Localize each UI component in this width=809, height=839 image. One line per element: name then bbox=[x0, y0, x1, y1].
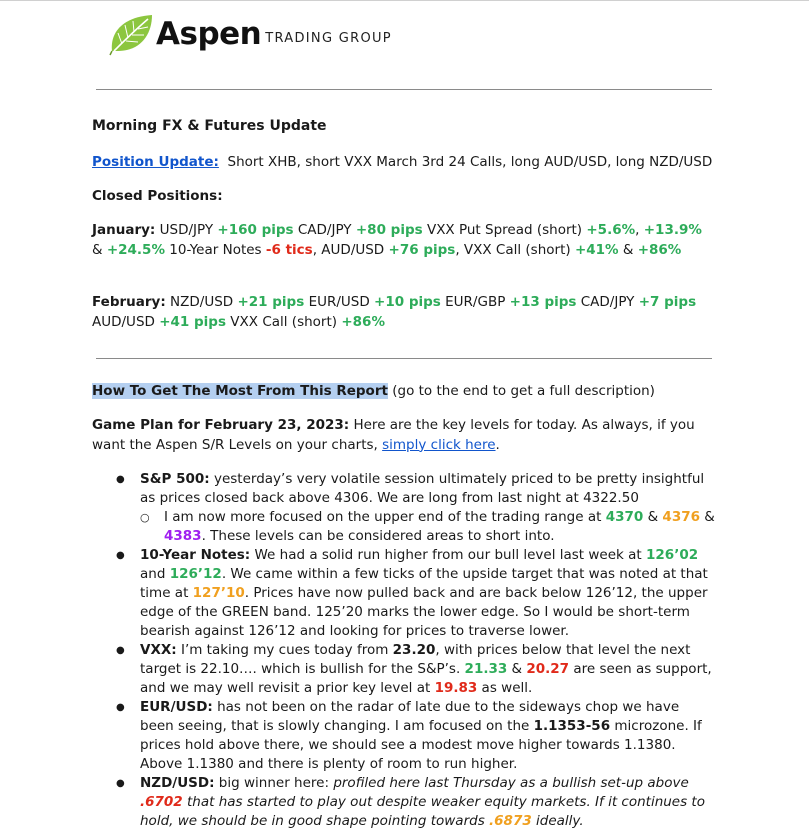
nzdusd-label: NZD/USD: bbox=[140, 775, 215, 791]
january-label: January: bbox=[92, 222, 156, 238]
vxx-text: , with prices below that level the next target is 22.10…. which is bullish for the S&P’s. bbox=[140, 642, 691, 677]
nzdusd-text: big winner here: bbox=[214, 775, 334, 791]
notes-label: 10-Year Notes: bbox=[140, 547, 251, 563]
divider bbox=[96, 89, 712, 90]
january-value: +5.6% bbox=[586, 222, 636, 238]
notes-level: 126’02 bbox=[646, 547, 699, 563]
notes-text: We had a solid run higher from our bull level last week at bbox=[250, 547, 647, 563]
levels-list bbox=[116, 470, 716, 831]
game-plan-text: Here are the key levels for today. As always, if you want the Aspen S/R Levels on your charts, bbox=[92, 417, 695, 453]
list-item-nzdusd bbox=[116, 774, 716, 831]
sp500-level: 4376 bbox=[662, 509, 700, 525]
notes-text: . Prices have now pulled back and are back below 126’12, the upper edge of the GREEN band. 125’20 marks the lower edge. So I would be short-term bearish against 126’12 and looking for prices to traverse lower. bbox=[140, 585, 708, 639]
nzdusd-italic-text: ideally. bbox=[531, 813, 584, 829]
position-update bbox=[92, 153, 716, 173]
game-plan-label: Game Plan for February 23, 2023: bbox=[92, 417, 350, 433]
nzdusd-level: .6873 bbox=[489, 813, 532, 829]
notes-level: 127’10 bbox=[192, 585, 245, 601]
january-text: , AUD/USD bbox=[312, 241, 385, 258]
page-title: Morning FX & Futures Update bbox=[92, 118, 327, 134]
notes-text: . We came within a few ticks of the upside target that was noted at that time at bbox=[140, 566, 708, 601]
january-value: +41% bbox=[574, 241, 619, 258]
divider bbox=[96, 358, 712, 359]
how-to-anchor[interactable]: How To Get The Most From This Report bbox=[92, 383, 388, 399]
vxx-level: 21.33 bbox=[464, 661, 508, 677]
january-text: CAD/JPY bbox=[297, 222, 352, 238]
february-text: VXX Call (short) bbox=[230, 313, 338, 330]
february-value: +41 pips bbox=[159, 313, 226, 330]
january-results bbox=[92, 221, 716, 260]
nzdusd-italic-text: that has started to play out despite weaker equity markets. If it continues to hold, we should be in good shape pointing towards bbox=[140, 794, 705, 829]
vxx-level: 19.83 bbox=[434, 680, 478, 696]
position-update-link[interactable]: Position Update: bbox=[92, 154, 219, 170]
january-text: & bbox=[92, 241, 103, 258]
sp500-sub-text: . These levels can be considered areas to short into. bbox=[201, 528, 555, 544]
closed-positions-heading: Closed Positions: bbox=[92, 188, 223, 204]
january-text: 10-Year Notes bbox=[169, 241, 262, 258]
sp500-level: 4383 bbox=[164, 528, 202, 544]
vxx-text: I’m taking my cues today from bbox=[176, 642, 393, 658]
january-text: USD/JPY bbox=[159, 222, 214, 238]
vxx-level: 20.27 bbox=[526, 661, 570, 677]
logo-wordmark: Aspen bbox=[156, 16, 262, 52]
february-value: +13 pips bbox=[509, 294, 577, 310]
top-divider bbox=[0, 0, 809, 1]
vxx-text: & bbox=[507, 661, 527, 677]
january-value: +76 pips bbox=[388, 241, 456, 258]
sp500-sub-text: & bbox=[700, 509, 715, 525]
february-value: +10 pips bbox=[374, 294, 441, 310]
january-value: +80 pips bbox=[355, 222, 423, 238]
january-text: & bbox=[622, 241, 634, 258]
sp500-sub-text: & bbox=[643, 509, 663, 525]
eurusd-text: microzone. If prices hold above there, we should see a modest move higher towards 1.1380. Above 1.1380 and there is plenty of room to run higher. bbox=[140, 718, 702, 772]
notes-level: 126’12 bbox=[169, 566, 222, 582]
sp500-level: 4370 bbox=[605, 509, 644, 525]
eurusd-text: has not been on the radar of late due to the sideways chop we have been seeing, that is slowly changing. I am focused on the bbox=[140, 699, 680, 734]
position-update-text: Short XHB, short VXX March 3rd 24 Calls, long AUD/USD, long NZD/USD bbox=[227, 154, 713, 170]
january-value: +24.5% bbox=[106, 241, 165, 258]
sp500-text: yesterday’s very volatile session ultimately priced to be pretty insightful as prices closed back above 4306. We are long from last night at 4322.50 bbox=[140, 471, 705, 506]
game-plan-intro bbox=[92, 416, 716, 455]
february-value: +86% bbox=[341, 313, 385, 330]
january-text: , bbox=[635, 222, 640, 238]
january-value: +86% bbox=[637, 241, 682, 258]
february-text: EUR/GBP bbox=[445, 294, 506, 310]
how-to-section bbox=[92, 382, 716, 402]
aspen-logo bbox=[108, 10, 392, 58]
february-value: +21 pips bbox=[237, 294, 305, 310]
logo-tagline: TRADING GROUP bbox=[265, 30, 392, 46]
february-results bbox=[92, 293, 716, 332]
vxx-label: VXX: bbox=[140, 642, 177, 658]
january-value: +13.9% bbox=[643, 222, 702, 238]
list-item-eurusd bbox=[116, 698, 716, 774]
sr-levels-link[interactable]: simply click here bbox=[382, 436, 496, 453]
list-item-10-year-notes bbox=[116, 546, 716, 641]
february-value: +7 pips bbox=[638, 294, 697, 310]
february-text: NZD/USD bbox=[170, 294, 234, 310]
leaf-icon bbox=[108, 11, 156, 57]
eurusd-level: 1.1353-56 bbox=[533, 718, 611, 734]
notes-text: and bbox=[140, 566, 170, 582]
sp500-label: S&P 500: bbox=[140, 471, 210, 487]
january-text: VXX Put Spread (short) bbox=[426, 222, 583, 238]
february-text: EUR/USD bbox=[308, 294, 370, 310]
february-label: February: bbox=[92, 294, 166, 310]
january-text: , VXX Call (short) bbox=[455, 241, 571, 258]
february-text: CAD/JPY bbox=[580, 294, 635, 310]
january-value: -6 tics bbox=[265, 241, 313, 258]
january-value: +160 pips bbox=[217, 222, 294, 238]
list-item-sp500 bbox=[116, 470, 716, 546]
game-plan-text: . bbox=[495, 436, 500, 453]
vxx-level: 23.20 bbox=[392, 642, 436, 658]
eurusd-label: EUR/USD: bbox=[140, 699, 213, 715]
sp500-sub-item bbox=[116, 508, 716, 546]
how-to-text: (go to the end to get a full description) bbox=[387, 383, 655, 399]
sp500-sub-text: I am now more focused on the upper end of the trading range at bbox=[164, 509, 606, 525]
nzdusd-italic-text: profiled here last Thursday as a bullish set-up above bbox=[333, 775, 689, 791]
list-item-vxx bbox=[116, 641, 716, 698]
february-text: AUD/USD bbox=[92, 313, 155, 330]
vxx-text: as well. bbox=[477, 680, 533, 696]
vxx-text: are seen as support, and we may well revisit a prior key level at bbox=[140, 661, 712, 696]
nzdusd-level: .6702 bbox=[140, 794, 183, 810]
